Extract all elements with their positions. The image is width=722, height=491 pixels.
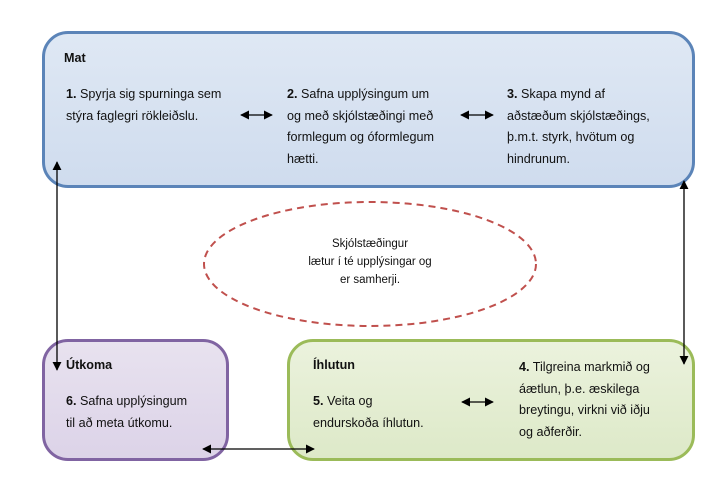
step5-text [313,391,424,434]
step1-num: 1. [66,87,77,101]
step2-line4: hætti. [287,151,319,166]
step1-text [66,84,221,127]
step1-line2: stýra faglegri rökleiðslu. [66,108,199,123]
client-line3: er samherji. [339,274,401,286]
step3-line3: þ.m.t. styrk, hvötum og [507,130,635,144]
step3-line2: aðstæðum skjólstæðings, [507,108,650,123]
step4-line2: áætlun, þ.e. æskilega [519,381,640,396]
step2-text [287,84,434,170]
step3-num: 3. [507,87,518,101]
client-line1: Skjólstæðingur [331,238,409,250]
step4-num: 4. [519,360,530,374]
step5-num: 5. [313,394,324,408]
step3-text [507,84,650,170]
step3-line4: hindrunum. [507,151,571,166]
step2-line2: og með skjólstæðingi með [287,108,434,123]
step6-num: 6. [66,394,77,408]
step6-text [66,391,187,434]
client-line2: lætur í té upplýsingar og [308,256,432,268]
step2-line1: Safna upplýsingum um [297,87,430,101]
step2-line3: formlegum og óformlegum [287,130,434,144]
step5-line1: Veita og [323,394,373,408]
step4-line4: og aðferðir. [519,424,583,439]
step6-line1: Safna upplýsingum [76,394,188,408]
step5-line2: endurskoða íhlutun. [313,415,424,430]
step2-num: 2. [287,87,298,101]
step3-line1: Skapa mynd af [517,87,606,101]
ihlutun-title: Íhlutun [313,358,355,372]
step1-line1: Spyrja sig spurninga sem [76,87,222,101]
mat-title: Mat [64,51,86,65]
step6-line2: til að meta útkomu. [66,415,173,430]
utkoma-title: Útkoma [66,358,113,372]
step4-text [519,357,650,443]
step4-line3: breytingu, virkni við iðju [519,403,650,417]
step4-line1: Tilgreina markmið og [529,360,650,374]
client-text [270,235,470,289]
